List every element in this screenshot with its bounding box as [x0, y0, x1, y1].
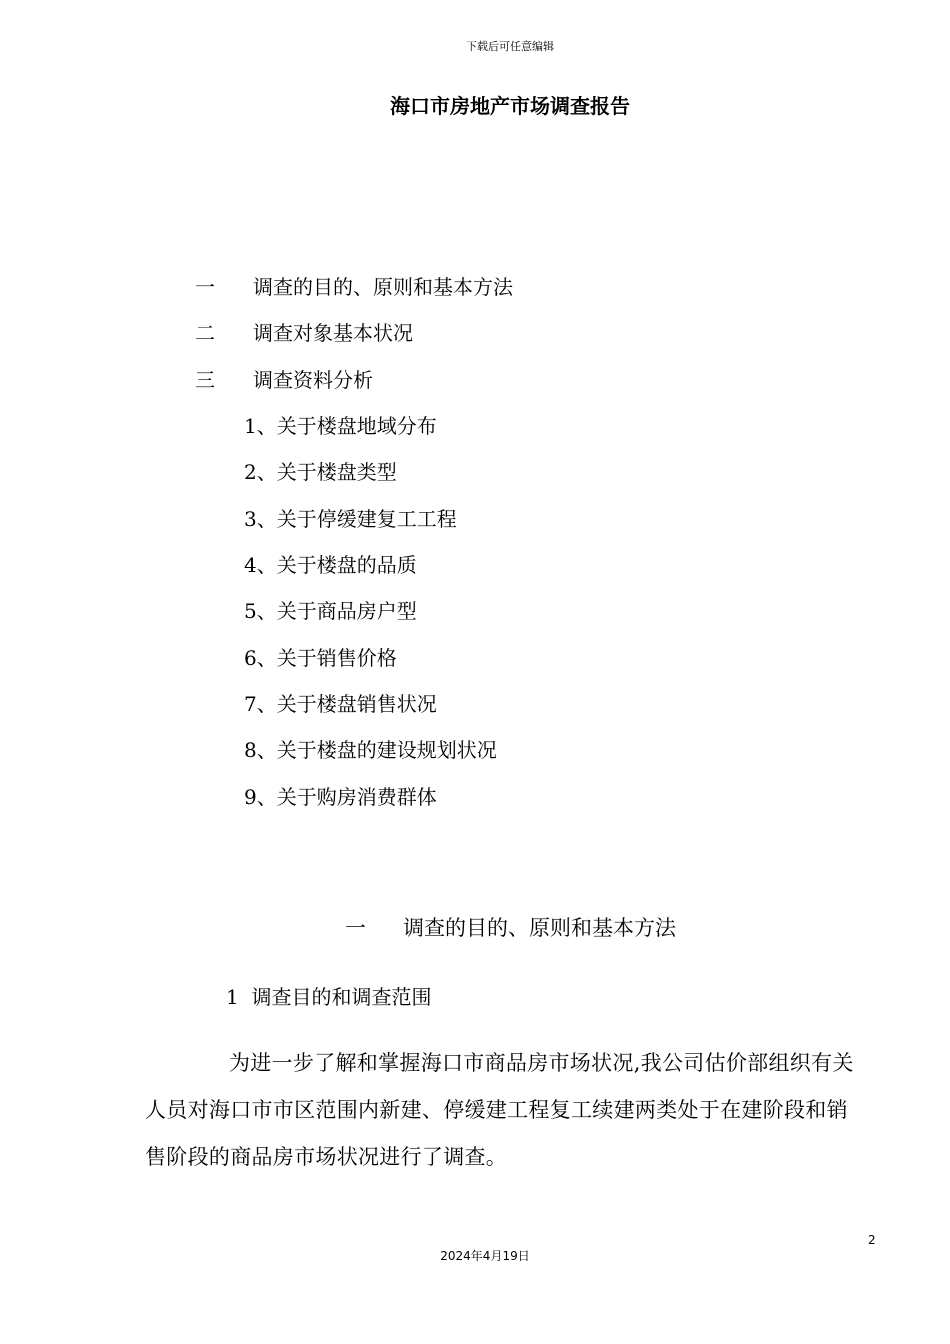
- toc-subitem: 8、关于楼盘的建设规划状况: [244, 738, 497, 762]
- toc-item-number: 二: [195, 321, 215, 345]
- section-title: 调查的目的、原则和基本方法: [403, 916, 676, 940]
- toc-subitem: 5、关于商品房户型: [244, 599, 417, 623]
- section-heading: [345, 912, 676, 942]
- toc-subitem: 3、关于停缓建复工工程: [244, 507, 457, 531]
- toc-subitem: 9、关于购房消费群体: [244, 785, 437, 809]
- toc-item-number: 一: [195, 275, 215, 299]
- body-paragraph: 为进一步了解和掌握海口市商品房市场状况,我公司估价部组织有关人员对海口市市区范围内新建、停缓建工程复工续建两类处于在建阶段和销售阶段的商品房市场状况进行了调查。: [145, 1051, 854, 1169]
- section-number: 一: [345, 916, 366, 940]
- footer-date: 2024年4月19日: [440, 1249, 530, 1263]
- document-title: 海口市房地产市场调查报告: [390, 94, 630, 118]
- header-note: 下载后可任意编辑: [466, 40, 554, 53]
- toc-subitem: 2、关于楼盘类型: [244, 460, 397, 484]
- toc-subitem: 1、关于楼盘地域分布: [244, 414, 437, 438]
- toc-item-2: [195, 317, 413, 346]
- toc-item-1: [195, 271, 513, 300]
- toc-item-label: 调查资料分析: [253, 368, 373, 392]
- page-number: 2: [868, 1233, 876, 1247]
- toc-subitem: 7、关于楼盘销售状况: [244, 692, 437, 716]
- toc-item-3: [195, 364, 373, 393]
- toc-item-number: 三: [195, 368, 215, 392]
- toc-subitem: 6、关于销售价格: [244, 646, 397, 670]
- toc-item-label: 调查对象基本状况: [253, 321, 413, 345]
- toc-subitem: 4、关于楼盘的品质: [244, 553, 417, 577]
- subsection-heading: 1 调查目的和调查范围: [226, 985, 432, 1009]
- toc-item-label: 调查的目的、原则和基本方法: [253, 275, 513, 299]
